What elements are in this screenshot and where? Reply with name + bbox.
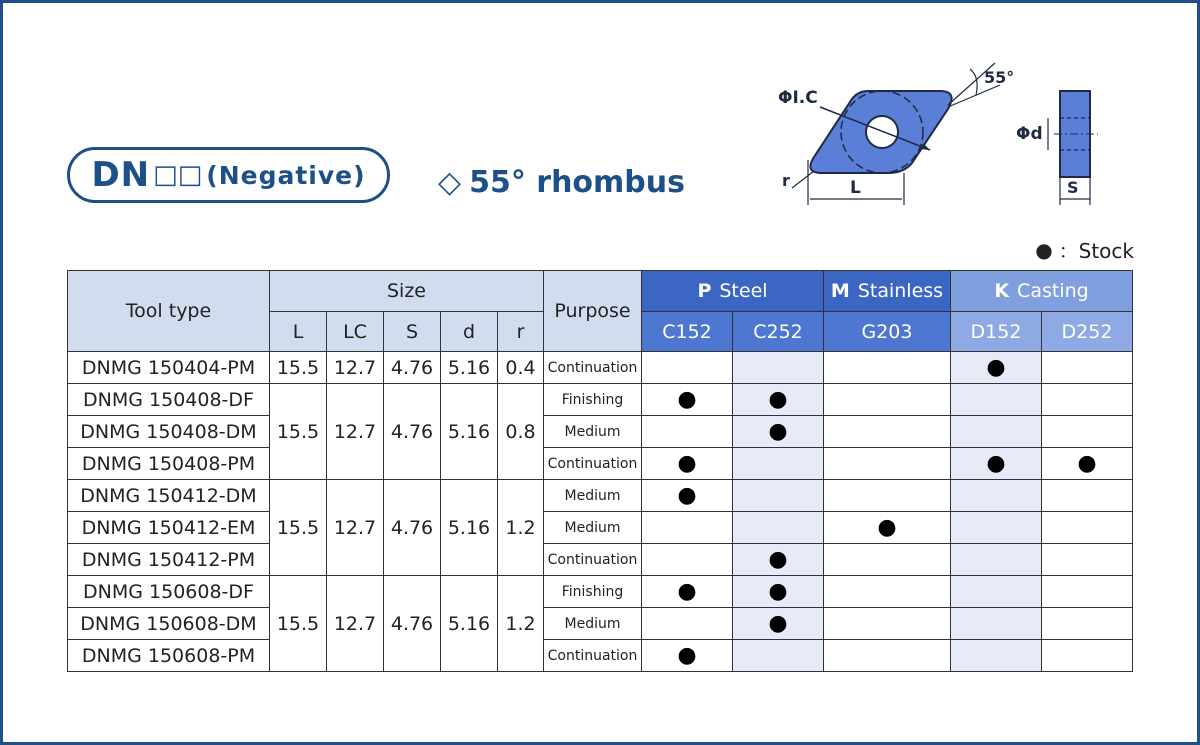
size-lc-cell: 12.7 [327, 352, 384, 384]
stock-d152-cell [951, 512, 1042, 544]
size-r-cell: 1.2 [498, 480, 544, 576]
insert-code: DN [91, 155, 151, 195]
stock-c252-cell [733, 352, 824, 384]
group-steel: P Steel [642, 271, 824, 312]
shape-text: 55° rhombus [469, 164, 685, 200]
size-lc-cell: 12.7 [327, 576, 384, 672]
col-grade-c152: C152 [642, 312, 733, 352]
stock-d152-cell [951, 544, 1042, 576]
stock-c152-cell: ● [642, 480, 733, 512]
stock-c252-cell: ● [733, 576, 824, 608]
l-label: L [850, 178, 861, 198]
col-size-s: S [384, 312, 441, 352]
stock-g203-cell [824, 352, 951, 384]
stock-c152-cell [642, 512, 733, 544]
tool-type-cell: DNMG 150412-PM [68, 544, 270, 576]
stock-d252-cell [1042, 512, 1133, 544]
insert-type-badge [67, 147, 390, 203]
stock-c152-cell [642, 352, 733, 384]
size-r-cell: 1.2 [498, 576, 544, 672]
size-d-cell: 5.16 [441, 384, 498, 480]
table-row [68, 384, 1133, 416]
stock-d152-cell [951, 384, 1042, 416]
col-grade-d252: D252 [1042, 312, 1133, 352]
stock-g203-cell [824, 576, 951, 608]
tool-type-cell: DNMG 150408-PM [68, 448, 270, 480]
size-r-cell: 0.4 [498, 352, 544, 384]
tool-type-cell: DNMG 150608-PM [68, 640, 270, 672]
size-r-cell: 0.8 [498, 384, 544, 480]
stock-d152-cell [951, 416, 1042, 448]
stock-c252-cell [733, 480, 824, 512]
tool-type-cell: DNMG 150608-DM [68, 608, 270, 640]
col-tool-type: Tool type [68, 271, 270, 352]
stock-d252-cell [1042, 640, 1133, 672]
stock-c152-cell: ● [642, 384, 733, 416]
stock-c252-cell [733, 448, 824, 480]
group-stainless: M Stainless [824, 271, 951, 312]
stock-c152-cell: ● [642, 640, 733, 672]
purpose-cell: Finishing [544, 576, 642, 608]
size-l-cell: 15.5 [270, 384, 327, 480]
stock-dot-icon: ● [1035, 237, 1053, 262]
insert-diagram [770, 55, 1130, 215]
r-label: r [782, 171, 790, 190]
purpose-cell: Continuation [544, 640, 642, 672]
stock-legend-text: ：Stock [1058, 239, 1134, 263]
size-s-cell: 4.76 [384, 352, 441, 384]
shape-label [438, 160, 685, 204]
tool-type-cell: DNMG 150412-EM [68, 512, 270, 544]
col-size-d: d [441, 312, 498, 352]
stock-d152-cell [951, 608, 1042, 640]
stock-g203-cell [824, 448, 951, 480]
col-size-l: L [270, 312, 327, 352]
stock-g203-cell [824, 544, 951, 576]
table-row [68, 480, 1133, 512]
group-casting: K Casting [951, 271, 1133, 312]
col-grade-c252: C252 [733, 312, 824, 352]
purpose-cell: Medium [544, 480, 642, 512]
stock-g203-cell: ● [824, 512, 951, 544]
purpose-cell: Medium [544, 512, 642, 544]
col-size-lc: LC [327, 312, 384, 352]
angle-line-2 [948, 85, 1000, 107]
insert-type: (Negative) [206, 160, 366, 190]
stock-c152-cell: ● [642, 576, 733, 608]
d-label: Φd [1016, 124, 1043, 144]
stock-d252-cell: ● [1042, 448, 1133, 480]
purpose-cell: Medium [544, 416, 642, 448]
tool-type-cell: DNMG 150408-DM [68, 416, 270, 448]
size-l-cell: 15.5 [270, 480, 327, 576]
col-grade-d152: D152 [951, 312, 1042, 352]
stock-d152-cell: ● [951, 448, 1042, 480]
stock-d252-cell [1042, 384, 1133, 416]
angle-label: 55° [984, 68, 1015, 87]
table-row [68, 416, 1133, 448]
col-grade-g203: G203 [824, 312, 951, 352]
table-row [68, 512, 1133, 544]
stock-legend [1035, 235, 1134, 264]
col-purpose: Purpose [544, 271, 642, 352]
purpose-cell: Continuation [544, 448, 642, 480]
size-l-cell: 15.5 [270, 576, 327, 672]
size-s-cell: 4.76 [384, 384, 441, 480]
insert-code-placeholder: □□ [153, 160, 203, 190]
tool-type-cell: DNMG 150404-PM [68, 352, 270, 384]
purpose-cell: Continuation [544, 352, 642, 384]
spec-table [67, 270, 1133, 672]
stock-c152-cell [642, 416, 733, 448]
s-label: S [1067, 178, 1079, 197]
stock-g203-cell [824, 416, 951, 448]
size-d-cell: 5.16 [441, 352, 498, 384]
size-s-cell: 4.76 [384, 576, 441, 672]
tool-type-cell: DNMG 150412-DM [68, 480, 270, 512]
size-lc-cell: 12.7 [327, 384, 384, 480]
stock-c252-cell [733, 512, 824, 544]
stock-g203-cell [824, 480, 951, 512]
stock-d152-cell [951, 480, 1042, 512]
stock-c152-cell: ● [642, 448, 733, 480]
purpose-cell: Finishing [544, 384, 642, 416]
stock-d252-cell [1042, 352, 1133, 384]
size-d-cell: 5.16 [441, 480, 498, 576]
tool-type-cell: DNMG 150608-DF [68, 576, 270, 608]
table-row [68, 352, 1133, 384]
stock-d252-cell [1042, 608, 1133, 640]
col-size: Size [270, 271, 544, 312]
stock-c252-cell: ● [733, 544, 824, 576]
size-d-cell: 5.16 [441, 576, 498, 672]
stock-c252-cell [733, 640, 824, 672]
stock-c252-cell: ● [733, 416, 824, 448]
stock-g203-cell [824, 384, 951, 416]
purpose-cell: Continuation [544, 544, 642, 576]
size-l-cell: 15.5 [270, 352, 327, 384]
stock-c252-cell: ● [733, 384, 824, 416]
stock-g203-cell [824, 608, 951, 640]
col-size-r: r [498, 312, 544, 352]
table-row [68, 608, 1133, 640]
stock-c152-cell [642, 608, 733, 640]
table-row [68, 640, 1133, 672]
table-row [68, 544, 1133, 576]
purpose-cell: Medium [544, 608, 642, 640]
stock-d152-cell: ● [951, 352, 1042, 384]
stock-g203-cell [824, 640, 951, 672]
stock-d252-cell [1042, 576, 1133, 608]
size-lc-cell: 12.7 [327, 480, 384, 576]
diamond-icon: ◇ [438, 164, 462, 200]
table-row [68, 448, 1133, 480]
ic-label: ΦI.C [778, 88, 818, 108]
stock-d252-cell [1042, 480, 1133, 512]
tool-type-cell: DNMG 150408-DF [68, 384, 270, 416]
table-row [68, 576, 1133, 608]
stock-d152-cell [951, 640, 1042, 672]
stock-d252-cell [1042, 544, 1133, 576]
stock-d152-cell [951, 576, 1042, 608]
r-leader [792, 171, 814, 188]
stock-c152-cell [642, 544, 733, 576]
size-s-cell: 4.76 [384, 480, 441, 576]
stock-d252-cell [1042, 416, 1133, 448]
stock-c252-cell: ● [733, 608, 824, 640]
